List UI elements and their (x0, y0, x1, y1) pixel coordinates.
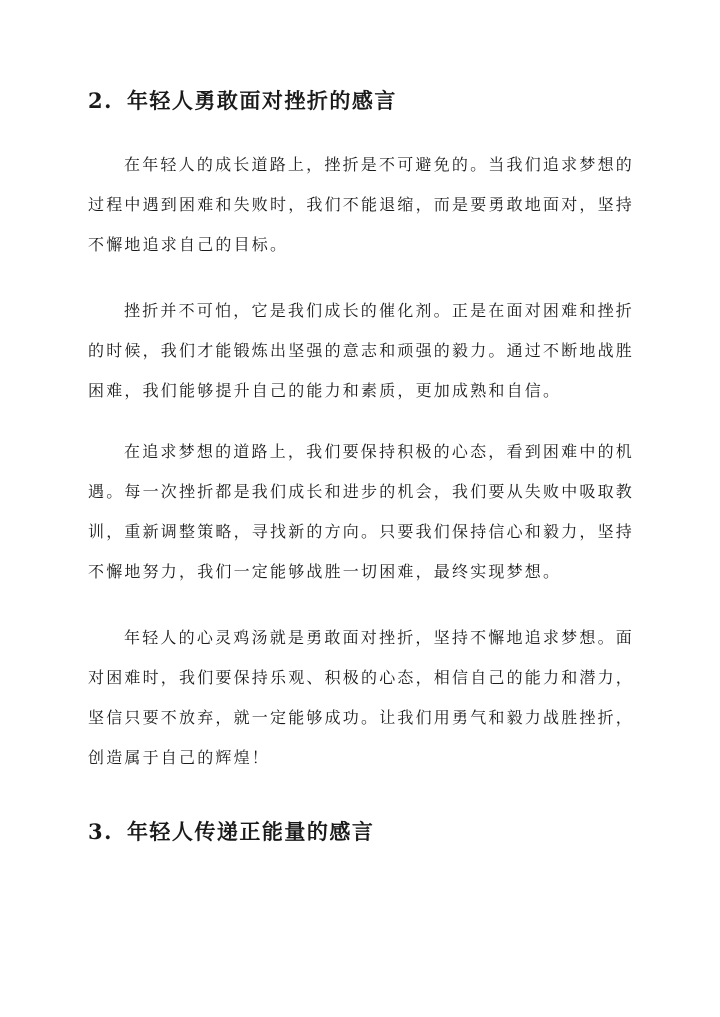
body-paragraph: 在年轻人的成长道路上，挫折是不可避免的。当我们追求梦想的过程中遇到困难和失败时，我们不能退缩，而是要勇敢地面对，坚持不懈地追求自己的目标。 (88, 155, 635, 254)
section-heading-3 (88, 817, 374, 847)
body-paragraph: 在追求梦想的道路上，我们要保持积极的心态，看到困难中的机遇。每一次挫折都是我们成长和进步的机会，我们要从失败中吸取教训，重新调整策略，寻找新的方向。只要我们保持信心和毅力，坚持不懈地努力，我们一定能够战胜一切困难，最终实现梦想。 (88, 442, 635, 581)
body-paragraph: 挫折并不可怕，它是我们成长的催化剂。正是在面对困难和挫折的时候，我们才能锻炼出坚强的意志和顽强的毅力。通过不断地战胜困难，我们能够提升自己的能力和素质，更加成熟和自信。 (88, 301, 635, 400)
section-heading-2 (88, 86, 397, 116)
body-paragraph: 年轻人的心灵鸡汤就是勇敢面对挫折，坚持不懈地追求梦想。面对困难时，我们要保持乐观、积极的心态，相信自己的能力和潜力，坚信只要不放弃，就一定能够成功。让我们用勇气和毅力战胜挫折，创造属于自己的辉煌！ (88, 628, 635, 767)
section-number: 3. (88, 819, 113, 844)
section-title: 年轻人勇敢面对挫折的感言 (126, 88, 397, 113)
section-number: 2. (88, 88, 113, 113)
section-title: 年轻人传递正能量的感言 (126, 819, 375, 844)
